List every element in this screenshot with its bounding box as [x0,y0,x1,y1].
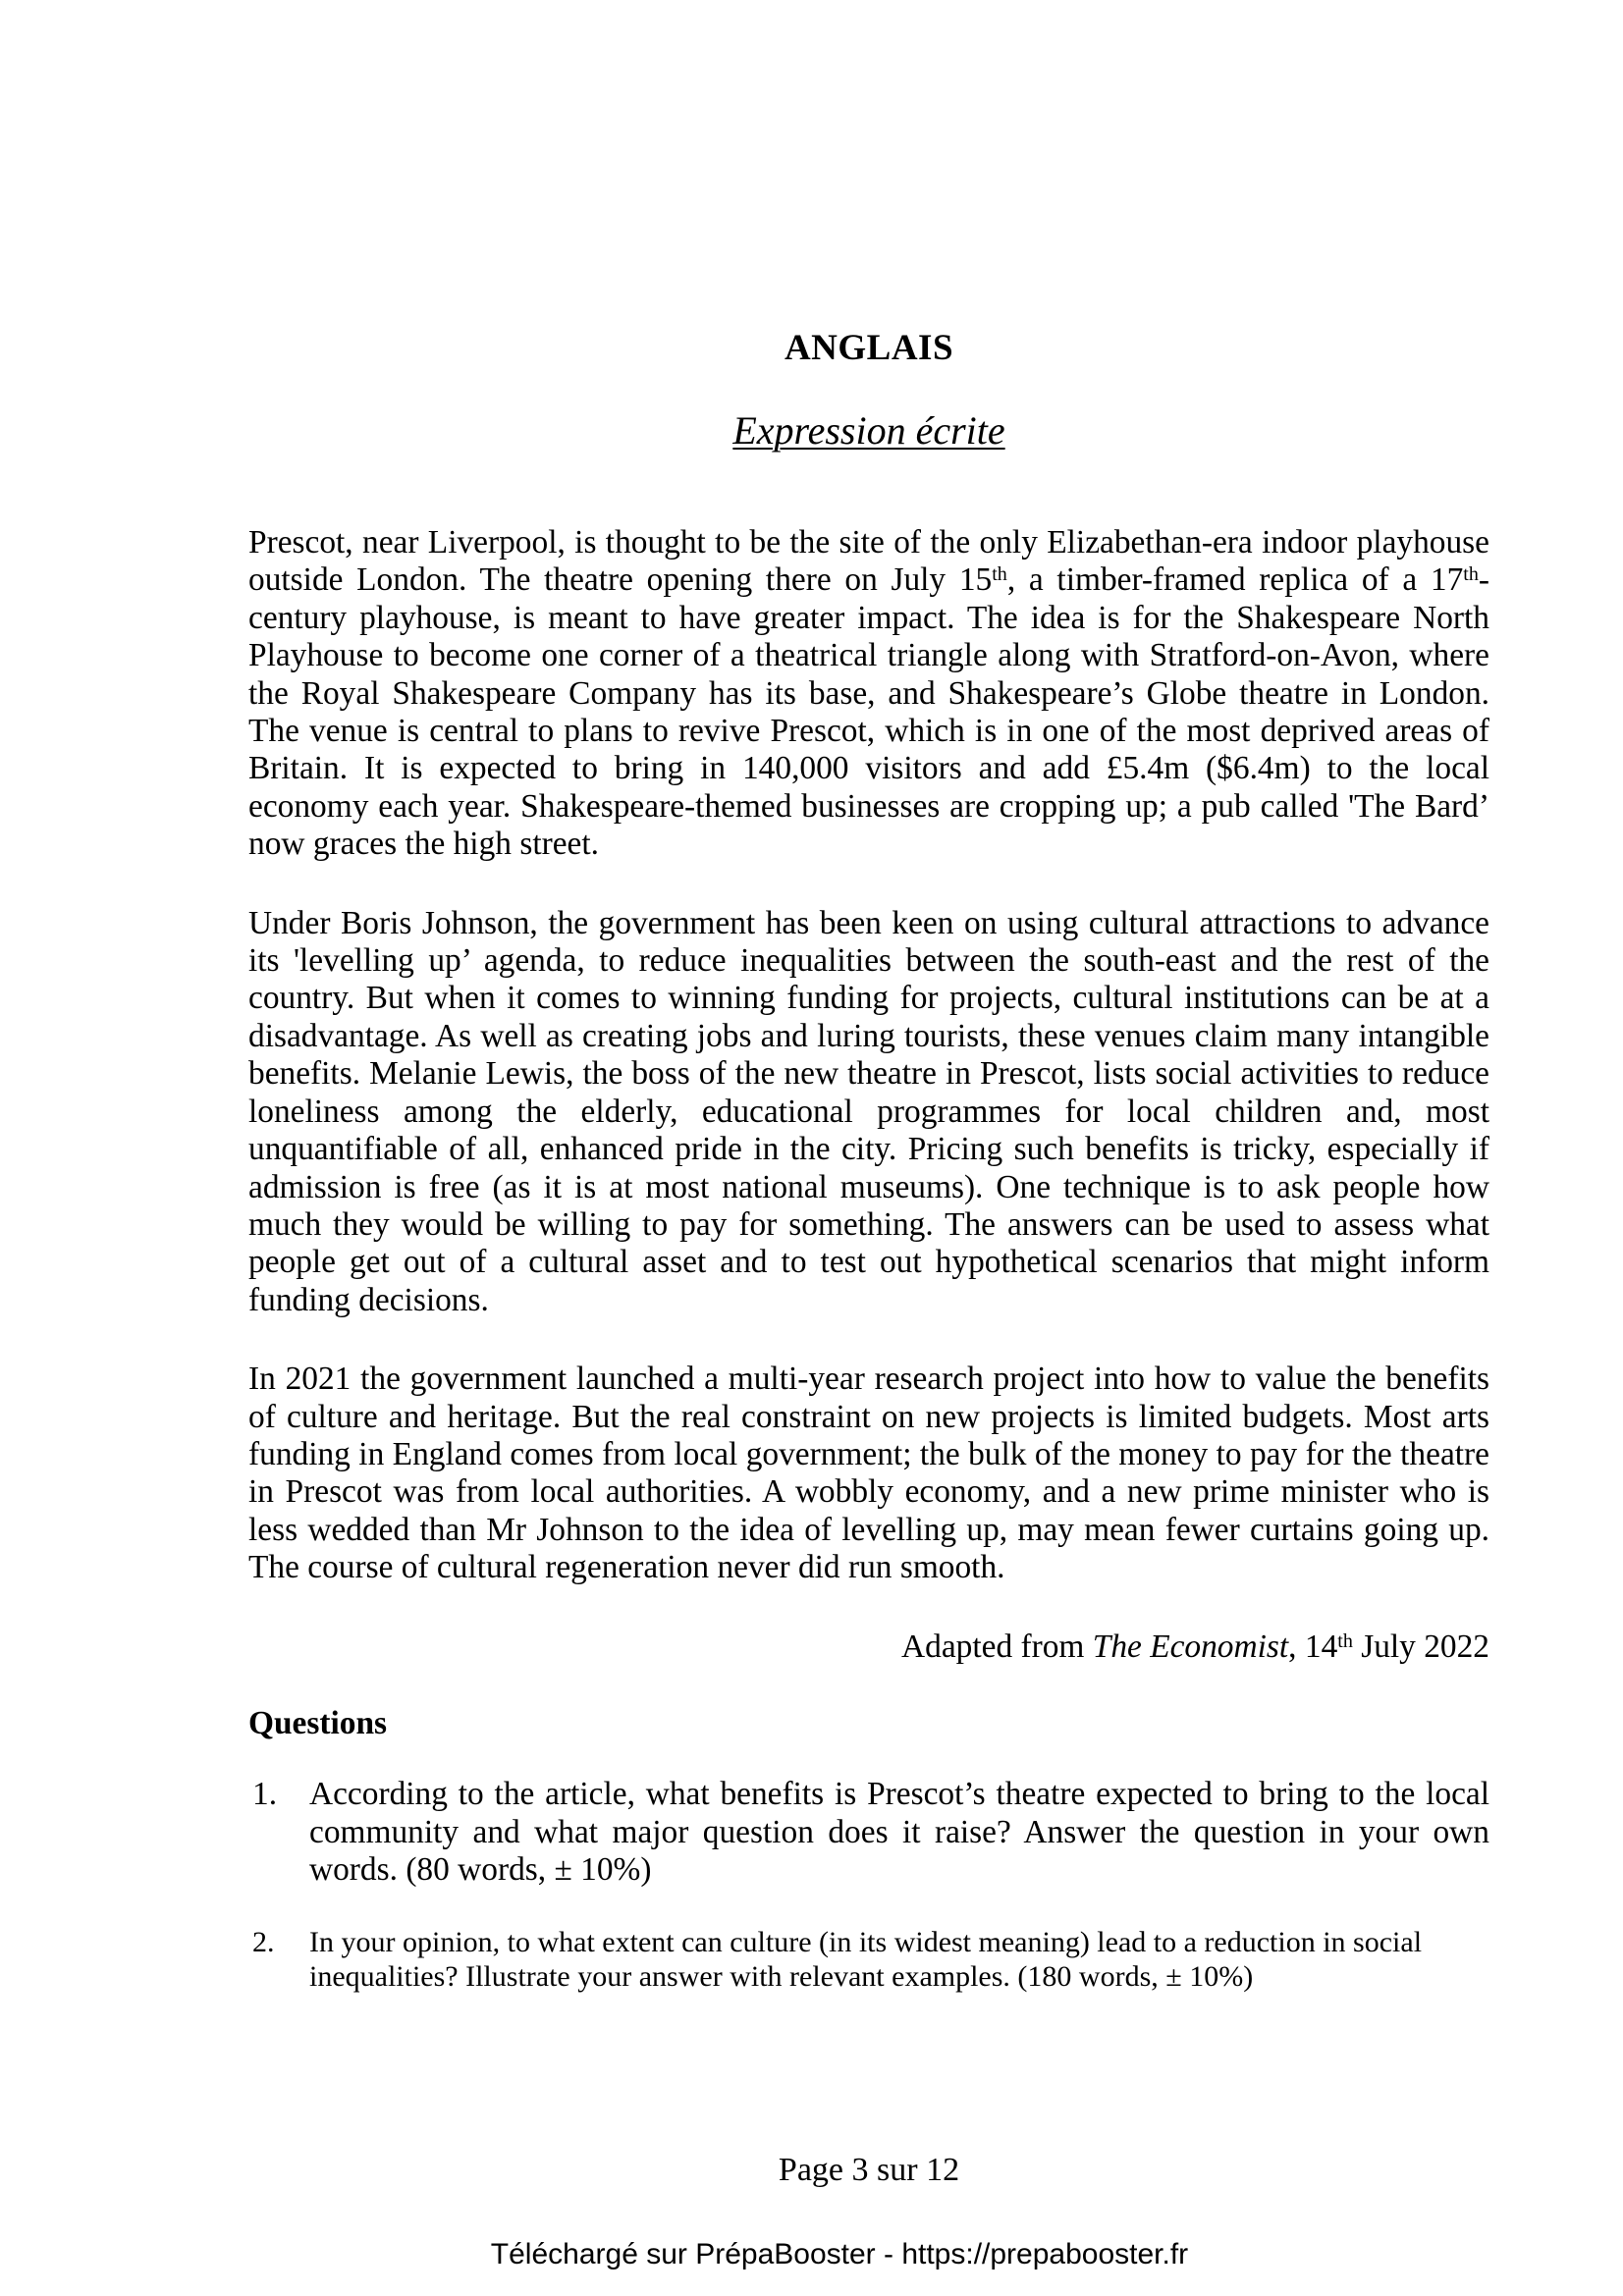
article-paragraph-3: In 2021 the government launched a multi-year research project into how to value the benefits of culture and heritage. But the real constraint on new projects is limited budgets. Most arts funding in England comes from local government; the bulk of the money to pay for the theatre in Prescot was from local authorities. A wobbly economy, and a new prime minister who is less wedded than Mr Johnson to the idea of levelling up, may mean fewer curtains going up. The course of cultural regeneration never did run smooth. [248,1361,1489,1586]
question-number: 1. [252,1776,278,1813]
question-number: 2. [252,1925,275,1958]
page-number: Page 3 sur 12 [778,2152,960,2188]
page-title: ANGLAIS [784,328,954,368]
question-item-1 [248,1776,1489,1889]
question-item-2 [248,1925,1489,1994]
article-paragraph-2: Under Boris Johnson, the government has been keen on using cultural attractions to advance its 'levelling up’ agenda, to reduce inequalities between the south-east and the rest of the country. But when it comes to winning funding for projects, cultural institutions can be at a disadvantage. As well as creating jobs and luring tourists, these venues claim many intangible benefits. Melanie Lewis, the boss of the new theatre in Prescot, lists social activities to reduce loneliness among the elderly, educational programmes for local children and, most unquantifiable of all, enhanced pride in the city. Pricing such benefits is tricky, especially if admission is free (as it is at most national museums). One technique is to ask people how much they would be willing to pay for something. The answers can be used to assess what people get out of a cultural asset and to test out hypothetical scenarios that might inform funding decisions. [248,904,1489,1318]
question-text: In your opinion, to what extent can culture (in its widest meaning) lead to a reduction in social inequalities? Illustrate your answer with relevant examples. (180 words, ± 10%) [309,1925,1423,1993]
article-paragraph-1: Prescot, near Liverpool, is thought to be the site of the only Elizabethan-era indoor playhouse outside London. The theatre opening there on July 15th, a timber-framed replica of a 17th-century playhouse, is meant to have greater impact. The idea is for the Shakespeare North Playhouse to become one corner of a theatrical triangle along with Stratford-on-Avon, where the Royal Shakespeare Company has its base, and Shakespeare’s Globe theatre in London. The venue is central to plans to revive Prescot, which is in one of the most deprived areas of Britain. It is expected to bring in 140,000 visitors and add £5.4m ($6.4m) to the local economy each year. Shakespeare-themed businesses are cropping up; a pub called 'The Bard’ now graces the high street. [248,524,1489,863]
attribution-line: Adapted from The Economist, 14th July 2022 [901,1628,1489,1665]
page-subtitle: Expression écrite [732,408,1005,453]
questions-heading: Questions [248,1704,388,1741]
question-text: According to the article, what benefits is Prescot’s theatre expected to bring to the local community and what major question does it raise? Answer the question in your own words. (80 words, ± 10%) [309,1776,1489,1889]
text-column [248,0,1489,1994]
download-credit: Téléchargé sur PrépaBooster - https://prepabooster.fr [490,2238,1189,2270]
